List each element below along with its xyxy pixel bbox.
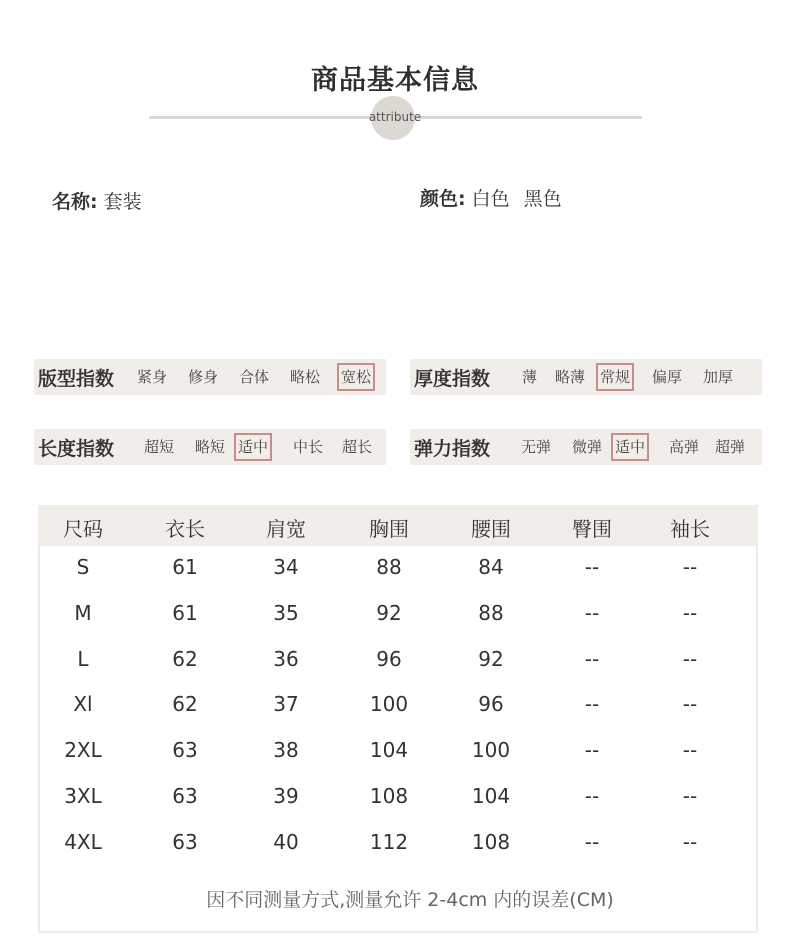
- name-label: 名称:: [52, 191, 98, 213]
- color-value-black: 黑色: [523, 188, 562, 210]
- table-cell: 104: [471, 784, 511, 808]
- length-option: 超短: [144, 438, 175, 456]
- table-cell: --: [682, 784, 698, 808]
- table-cell: 92: [478, 647, 504, 671]
- table-cell: 88: [376, 555, 402, 579]
- table-cell: --: [584, 738, 600, 762]
- table-cell: 63: [172, 784, 198, 808]
- table-cell: 96: [478, 692, 504, 716]
- elasticity-index-label: 弹力指数: [414, 437, 491, 460]
- elasticity-option: 高弹: [669, 438, 700, 456]
- fit-index-label: 版型指数: [38, 367, 115, 390]
- elasticity-option: 微弹: [572, 438, 603, 456]
- table-header-cell: 尺码: [63, 517, 103, 541]
- table-cell: 34: [273, 555, 299, 579]
- fit-index: [34, 359, 386, 395]
- table-cell: 92: [376, 601, 402, 625]
- thickness-option: 加厚: [703, 368, 734, 386]
- table-cell: 3XL: [64, 784, 102, 808]
- table-cell: 39: [273, 784, 299, 808]
- fit-option-selected: 宽松: [337, 363, 375, 391]
- table-cell: --: [682, 647, 698, 671]
- table-cell: 88: [478, 601, 504, 625]
- color-value-white: 白色: [471, 188, 510, 210]
- table-cell: --: [682, 830, 698, 854]
- page-title: 商品基本信息: [311, 65, 479, 96]
- page-subtitle: attribute: [368, 110, 422, 124]
- table-cell: --: [584, 601, 600, 625]
- table-cell: 37: [273, 692, 299, 716]
- table-cell: 84: [478, 555, 504, 579]
- table-header-cell: 腰围: [471, 517, 511, 541]
- thickness-option: 略薄: [555, 368, 586, 386]
- table-cell: 100: [369, 692, 409, 716]
- length-index-label: 长度指数: [38, 437, 115, 460]
- thickness-option-selected: 常规: [596, 363, 634, 391]
- table-cell: 96: [376, 647, 402, 671]
- length-option: 略短: [195, 438, 226, 456]
- table-cell: --: [584, 692, 600, 716]
- table-cell: --: [682, 738, 698, 762]
- thickness-option: 偏厚: [652, 368, 683, 386]
- fit-option: 合体: [239, 368, 270, 386]
- product-colors: [420, 184, 562, 211]
- table-header-cell: 袖长: [670, 517, 710, 541]
- table-cell: 108: [369, 784, 409, 808]
- table-cell: --: [584, 830, 600, 854]
- fit-option: 紧身: [137, 368, 168, 386]
- table-cell: 61: [172, 555, 198, 579]
- product-name: [52, 187, 142, 214]
- table-cell: 4XL: [64, 830, 102, 854]
- table-cell: --: [584, 784, 600, 808]
- table-cell: 36: [273, 647, 299, 671]
- length-index: [34, 429, 386, 465]
- table-cell: 2XL: [64, 738, 102, 762]
- measurement-note: 因不同测量方式,测量允许 2-4cm 内的误差(CM): [206, 889, 614, 911]
- table-cell: --: [682, 692, 698, 716]
- elasticity-option: 无弹: [521, 438, 552, 456]
- length-option: 超长: [342, 438, 373, 456]
- elasticity-option: 超弹: [715, 438, 746, 456]
- table-cell: 108: [471, 830, 511, 854]
- table-cell: Xl: [73, 692, 93, 716]
- table-cell: 104: [369, 738, 409, 762]
- thickness-index: [410, 359, 762, 395]
- table-cell: --: [682, 555, 698, 579]
- table-cell: 61: [172, 601, 198, 625]
- table-cell: 40: [273, 830, 299, 854]
- table-cell: M: [74, 601, 92, 625]
- length-option-selected: 适中: [234, 433, 272, 461]
- elasticity-index: [410, 429, 762, 465]
- table-header-cell: 胸围: [369, 517, 409, 541]
- table-cell: 63: [172, 738, 198, 762]
- table-cell: 63: [172, 830, 198, 854]
- table-cell: 100: [471, 738, 511, 762]
- name-value: 套装: [103, 191, 142, 213]
- table-header-cell: 衣长: [165, 517, 205, 541]
- table-cell: S: [76, 555, 90, 579]
- length-option: 中长: [293, 438, 324, 456]
- table-cell: 35: [273, 601, 299, 625]
- fit-option: 略松: [290, 368, 321, 386]
- table-cell: L: [77, 647, 89, 671]
- table-cell: --: [584, 555, 600, 579]
- table-cell: 62: [172, 647, 198, 671]
- table-cell: 62: [172, 692, 198, 716]
- table-header-cell: 肩宽: [266, 517, 306, 541]
- thickness-index-label: 厚度指数: [414, 367, 491, 390]
- elasticity-option-selected: 适中: [611, 433, 649, 461]
- table-cell: 38: [273, 738, 299, 762]
- fit-option: 修身: [188, 368, 219, 386]
- table-cell: --: [682, 601, 698, 625]
- table-header-cell: 臀围: [572, 517, 612, 541]
- table-cell: --: [584, 647, 600, 671]
- thickness-option: 薄: [522, 368, 538, 386]
- table-cell: 112: [369, 830, 409, 854]
- color-label: 颜色:: [420, 188, 466, 210]
